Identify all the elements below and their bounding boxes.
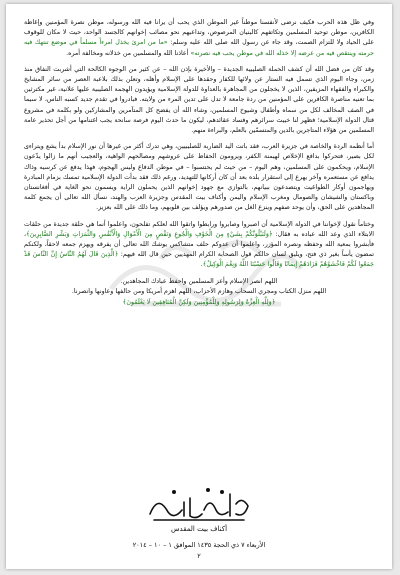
closing-prayer-line: اللهم انصر الإسلام وأعز المسلمين واحفظ عبادك المجاهدين. xyxy=(120,277,278,285)
signature-block xyxy=(6,484,392,560)
calligraphy-logo-icon xyxy=(144,484,254,524)
body-text: أعاذنا الله والمسلمين من خذلانه ومخالفة أمره. xyxy=(66,49,191,57)
closing-prayer-line: اللهم منزل الكتاب ومجري السحاب وهازم الأحزاب، اللهم اهزم أمريكا ومن حالفها وعاونها وانصرنا. xyxy=(71,288,327,296)
quoted-text: ﴿وَلَنَبْلُوَنَّكُمْ بِشَيْءٍ مِنَ الْخَوْفِ وَالْجُوعِ وَنَقْصٍ مِنَ الْأَمْوَالِ وَالْأَنْفُسِ وَالثَّمَرَاتِ وَبَشِّرِ الصَّابِرِينَ﴾ xyxy=(26,230,273,238)
closing-verse: ﴿وَلِلَّهِ الْعِزَّةُ وَلِرَسُولِهِ وَلِلْمُؤْمِنِينَ وَلَكِنَّ الْمُنَافِقِينَ لَا يَعْلَمُونَ﴾ xyxy=(122,298,276,306)
page-number: ٢ xyxy=(197,552,201,560)
document-page xyxy=(6,4,392,569)
paragraph-list xyxy=(24,18,374,271)
paragraph-p4 xyxy=(24,220,374,271)
paragraph-p2 xyxy=(24,65,374,136)
body-text: وختاماً نقول لإخواننا في الدولة الإسلامية أن اصبروا وصابروا ورابطوا واتقوا الله لعلكم تفلحون، واعلموا أنما هي حلقة جديدة من حلقات الابتلاء الذي وعد الله عباده به فقال: xyxy=(24,220,375,238)
signatory-name: أكناف بيت المقدس xyxy=(170,525,228,533)
body-text: . xyxy=(200,261,203,269)
issue-date: الأربعاء ٧ ذي الحجة ١٤٣٥ الموافق ١ – ١٠ – ٢٠١٤ xyxy=(132,541,266,549)
paragraph-p3 xyxy=(24,142,374,213)
closing-prayers xyxy=(24,277,374,309)
body-text: وفي ظل هذه الحرب فكيف نرضى لأنفسنا موطناً غير الموطن الذي يحب أن يرانا فيه الله ورسوله، موطن نصرة المؤمنين وإغاظة الكافرين، موطن توحيد المسلمين وتكاتفهم كالبنيان المرصوص، وتداعيهم نحو مصائب إخوانهم كالجسد الواحد، حيث لا مكان للوقوف على الحياد ولا للتزام الصمت، وقد جاء عن رسول الله صلى الله عليه وسلم: xyxy=(24,19,375,47)
body-text: أما أنظمة الردة والخاصة في جزيرة العرب، فقد باتت اليد الضاربة للصليبيين، وهي تدرك أكثر من غيرها أن نور الإسلام بدأ يشع ويتراءى لكل بصير، فتحركوا بدافع الإخلاص لهيمنة الكفر، ويرومون الحفاظ على عروشهم ومصالحهم الواهية، والعجيب أنهم ما زالوا يدّعون الإسلام، ويحكمون على المسلمين، وهم اليوم – من حيث لم يحتسبوا – في موطن الدفاع وليس الهجوم، فهذا يدفع عن كرسيه وذاك يدافع عن مستعمره وآخر يهرع إلى استقرار بلده بعد أن كان أركانها للتهديد، ورغم ذلك فقد بدأت الدولة الإسلامية تمسك بزمام المبادرة ويهاجمون أوكار الطواغيت ويتصدعون ببيانهم، بالتوازي مع جهود إخوانهم الذين يحملون الراية ويسمون نحو الغاية في أفغانستان وباكستان والشيشان والصومال ومغرب الإسلام واليمن وأكناف بيت المقدس وجزيرة العرب والهند، نسأل الله تعالى أن يجمع كلمة المجاهدين على الحق، وأن يوحد صفهم وينزع الغل من صدورهم ويؤلف بين قلوبهم، وما ذلك على الله بعزيز. xyxy=(24,143,374,212)
body-text: وقد كان من فضل الله أن كشف الحملة الصليبية الجديدة – والأخيرة بإذن الله – عن كثير من الوجوه الكالحة التي أشربت النفاق منذ زمن، وجاء اليوم الذي تسمل فيه الستار عن ولائها للكفار وحقدها على الإسلام وأهله، وتعلن بذلك بلاعبة العصر من سائر المشايخ والكبراء والفقهاء المزيفين، الذين لا يخجلون من المجاهرة بالعداوة للدولة الإسلامية ويؤيدون الهجمة الصليبية عليها علانية، غير مكترثين بما تعنيه مناصرة الكافرين على المؤمنين من ردة جامعة لا تدل على تدين المرء من ولايته. فبادروا في تقدم جديد كسبه الناس، لا سيما في الصف المخالف لكل من سماه وأطفال وشيوخ المسلمين، وشاء الله أن يفضح كل المتآمرين والمشاركين ولو بكلمة في مشروع قتال الدولة الإسلامية؛ فظهر لنا خبيث سرائرهم وفساد عقائدهم، ليكون ما حدث اليوم فرصة سانحة يجب اغتنامها من أجل تحذير عامة المسلمين من هؤلاء المتاجرين بالدين والمتسمّين بالعلم، والبراءة منهم. xyxy=(24,65,374,135)
body-text: ، فأبشروا بمعية الله وحفظه ونصره المؤزر، واعلموا أن عدوكم حلف متشاكس يوشك الله تعالى أن يفرقه ويهزم جمعه لاحقاً، ولكنكم تمضون يأساً بغير ذي فتح، ويليق لسان حالكم قول الصحابة الكرام المهديين حين قال الله فيهم: xyxy=(24,230,375,259)
quoted-text: «ما من امرئ يخذل امرءاً مسلماً في موضع تنتهك فيه حرمته وينتقص فيه من عرضه إلا خذله الله في موطن يحب فيه نصرته» xyxy=(24,39,374,57)
quoted-text: ﴿الَّذِينَ قَالَ لَهُمُ النَّاسُ إِنَّ النَّاسَ قَدْ جَمَعُوا لَكُمْ فَاخْشَوْهُمْ فَزَادَهُمْ إِيمَانًا وَقَالُوا حَسْبُنَا اللَّهُ وَنِعْمَ الْوَكِيلُ﴾ xyxy=(24,251,374,269)
paragraph-p1 xyxy=(24,18,374,59)
letter-body xyxy=(24,18,374,308)
